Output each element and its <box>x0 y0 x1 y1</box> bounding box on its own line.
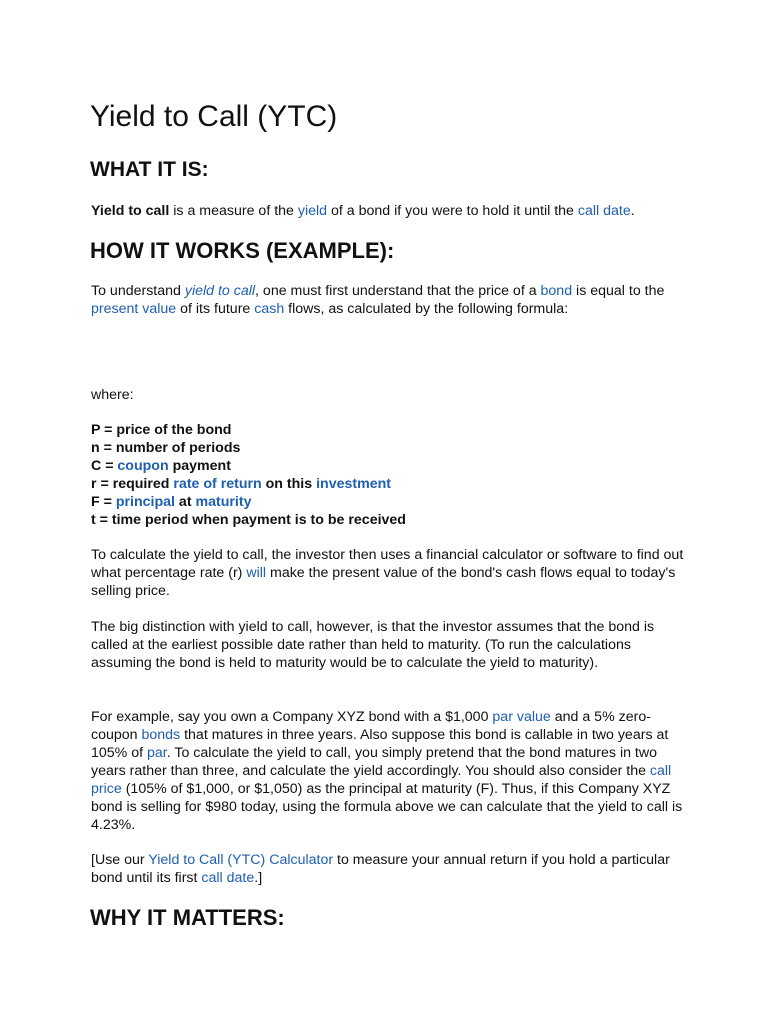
where-label: where: <box>91 387 134 403</box>
term-yield-to-call: Yield to call <box>91 203 170 219</box>
def-t: t = time period when payment is to be received <box>91 512 406 528</box>
link-ytc-calculator[interactable]: Yield to Call (YTC) Calculator <box>148 852 334 868</box>
link-call-date-2[interactable]: call date <box>201 870 255 886</box>
link-yield[interactable]: yield <box>297 203 328 219</box>
def-c: C = coupon payment <box>91 458 231 474</box>
def-n: n = number of periods <box>91 440 241 456</box>
link-par[interactable]: par <box>147 745 167 761</box>
why-it-matters-heading: WHY IT MATTERS: <box>90 905 285 930</box>
how-it-works-paragraph-1: To understand yield to call, one must first understand that the price of a bond is equal to the present value of its future cash flows, as calculated by the following formula: <box>91 283 665 317</box>
link-will[interactable]: will <box>246 565 267 581</box>
link-cash[interactable]: cash <box>254 301 285 317</box>
link-call-price[interactable]: call price <box>91 763 672 797</box>
how-it-works-heading: HOW IT WORKS (EXAMPLE): <box>90 238 395 263</box>
how-it-works-paragraph-3: The big distinction with yield to call, however, is that the investor assumes that the bond is called at the earliest possible date rather than held to maturity. (To run the calculations assuming the bond is held to maturity would be to calculate the yield to maturity). <box>91 619 655 671</box>
def-r: r = required rate of return on this investment <box>91 476 391 492</box>
link-investment[interactable]: investment <box>316 476 391 492</box>
def-f: F = principal at maturity <box>91 494 252 510</box>
how-it-works-paragraph-4: For example, say you own a Company XYZ bond with a $1,000 par value and a 5% zero-coupon bonds that matures in three years. Also suppose this bond is callable in two years at 105% of par. To calculate the yield to call, you simply pretend that the bond matures in two years rather than three, and calculate the yield accordingly. You should also consider the call price (105% of $1,000, or $1,050) as the principal at maturity (F). Thus, if this Company XYZ bond is selling for $980 today, using the formula above we can calculate that the yield to call is 4.23%. <box>91 709 683 833</box>
link-par-value[interactable]: par value <box>492 709 551 725</box>
variable-definitions <box>91 421 406 529</box>
def-p: P = price of the bond <box>91 422 232 438</box>
link-bonds[interactable]: bonds <box>141 727 181 743</box>
link-present-value[interactable]: present value <box>91 301 177 317</box>
link-bond[interactable]: bond <box>540 283 573 299</box>
link-maturity[interactable]: maturity <box>195 494 252 510</box>
link-rate-of-return[interactable]: rate of return <box>173 476 262 492</box>
link-principal[interactable]: principal <box>115 494 175 510</box>
link-coupon[interactable]: coupon <box>117 458 169 474</box>
link-call-date[interactable]: call date <box>577 203 631 219</box>
what-it-is-paragraph: Yield to call is a measure of the yield of a bond if you were to hold it until the call date. <box>91 203 635 219</box>
page-title: Yield to Call (YTC) <box>90 100 338 133</box>
link-yield-to-call[interactable]: yield to call <box>184 283 256 299</box>
what-it-is-heading: WHAT IT IS: <box>90 158 209 181</box>
how-it-works-paragraph-5: [Use our Yield to Call (YTC) Calculator to measure your annual return if you hold a particular bond until its first call date.] <box>91 852 670 886</box>
how-it-works-paragraph-2: To calculate the yield to call, the investor then uses a financial calculator or software to find out what percentage rate (r) will make the present value of the bond's cash flows equal to today's selling price. <box>91 547 684 599</box>
